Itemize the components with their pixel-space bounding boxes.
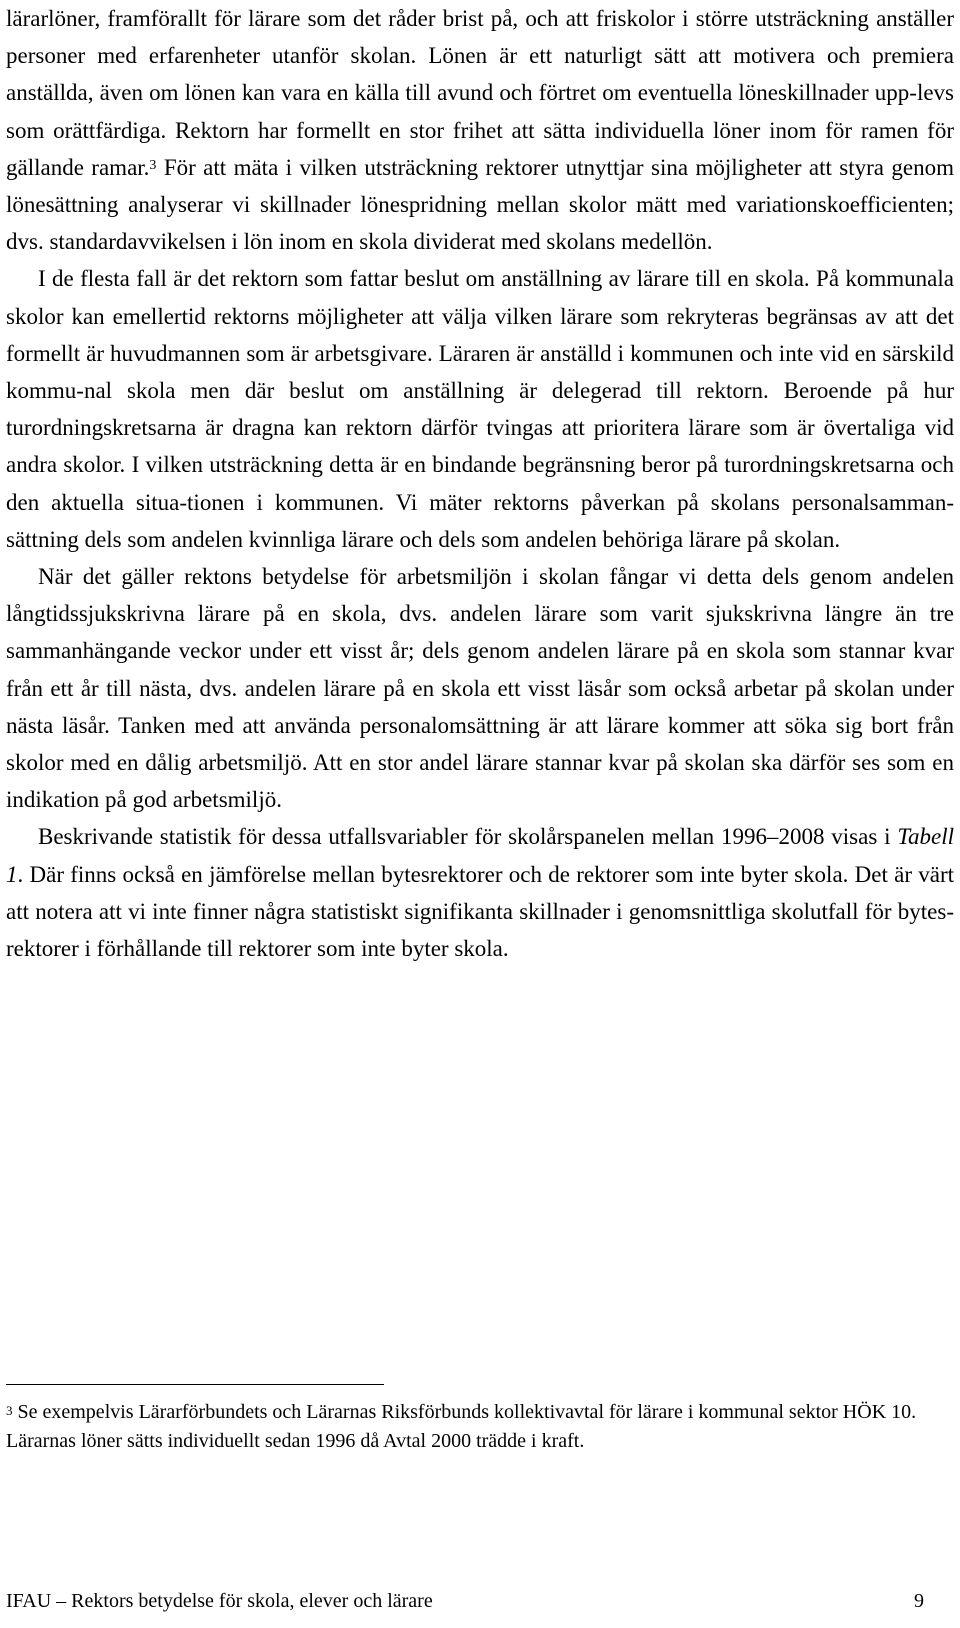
paragraph-4-after-italic: . Där finns också en jämförelse mellan bytesrektorer och de rektorer som inte byter skola. Det är värt att notera att vi inte finner några statistiskt signifikanta skillnader i genomsnittliga skolutfall för bytes-rektorer i förhållande till rektorer som inte byter skola.	[6, 861, 954, 962]
page-number: 9	[914, 1590, 924, 1612]
paragraph-2: I de flesta fall är det rektorn som fattar beslut om anställning av lärare till en skola. På kommunala skolor kan emellertid rektorns möjligheter att välja vilken lärare som rekryteras begränsas av att det formellt är huvudmannen som är arbetsgivare. Läraren är anställd i kommunen och inte vid en särskild kommu-nal skola men där beslut om anställning är delegerad till rektorn. Beroende på hur turordningskretsarna är dragna kan rektorn därför tvingas att prioritera lärare som är övertaliga vid andra skolor. I vilken utsträckning detta är en bindande begränsning beror på turordningskretsarna och den aktuella situa-tionen i kommunen. Vi mäter rektorns påverkan på skolans personalsamman-sättning dels som andelen kvinnliga lärare och dels som andelen behöriga lärare på skolan.	[6, 266, 954, 552]
paragraph-4-before-italic: Beskrivande statistik för dessa utfallsvariabler för skolårspanelen mellan 1996–2008 visas i	[38, 824, 898, 850]
footnote-divider	[6, 1384, 384, 1385]
page-footer	[6, 1590, 924, 1613]
footnote-reference[interactable]: 3	[149, 157, 157, 173]
table-reference: Tabell 1	[6, 824, 954, 887]
footnote-text: Se exempelvis Lärarförbundets och Lärarnas Riksförbunds kollektivavtal för lärare i kommunal sektor HÖK 10. Lärarnas löner sätts individuellt sedan 1996 då Avtal 2000 trädde i kraft.	[6, 1401, 917, 1452]
paragraph-1-part-3: För att mäta i vilken utsträckning rektorer utnyttjar sina möjligheter att styra genom lönesättning analyserar vi skillnader lönespridning mellan skolor mätt med variationskoefficienten; dvs. standardavvikelsen i lön inom en skola dividerat med skolans medellön.	[6, 154, 954, 255]
footnote	[6, 1398, 954, 1456]
paragraph-1-part-1: lärarlöner, framförallt för lärare som det råder brist på, och att friskolor i större utsträckning anställer personer med erfarenheter utanför skolan.	[6, 6, 954, 69]
footnote-number: 3	[6, 1403, 13, 1418]
paragraph-1-part-2: Lönen är ett naturligt sätt att motivera och premiera anställda, även om lönen kan vara en källa till avund och förtret om eventuella löneskillnader upp-levs som orättfärdiga. Rektorn har formellt en stor frihet att sätta individuella löner inom för ramen för gällande ramar.	[6, 43, 954, 180]
paragraph-4	[6, 818, 954, 967]
footer-title: IFAU – Rektors betydelse för skola, elever och lärare	[6, 1590, 433, 1612]
body-text	[6, 0, 954, 967]
paragraph-1	[6, 0, 954, 260]
paragraph-3: När det gäller rektons betydelse för arbetsmiljön i skolan fångar vi detta dels genom andelen långtidssjukskrivna lärare på en skola, dvs. andelen lärare som varit sjukskrivna längre än tre sammanhängande veckor under ett visst år; dels genom andelen lärare på en skola som stannar kvar från ett år till nästa, dvs. andelen lärare på en skola ett visst läsår som också arbetar på skolan under nästa läsår. Tanken med att använda personalomsättning är att lärare kommer att söka sig bort från skolor med en dålig arbetsmiljö. Att en stor andel lärare stannar kvar på skolan ska därför ses som en indikation på god arbetsmiljö.	[6, 564, 954, 813]
